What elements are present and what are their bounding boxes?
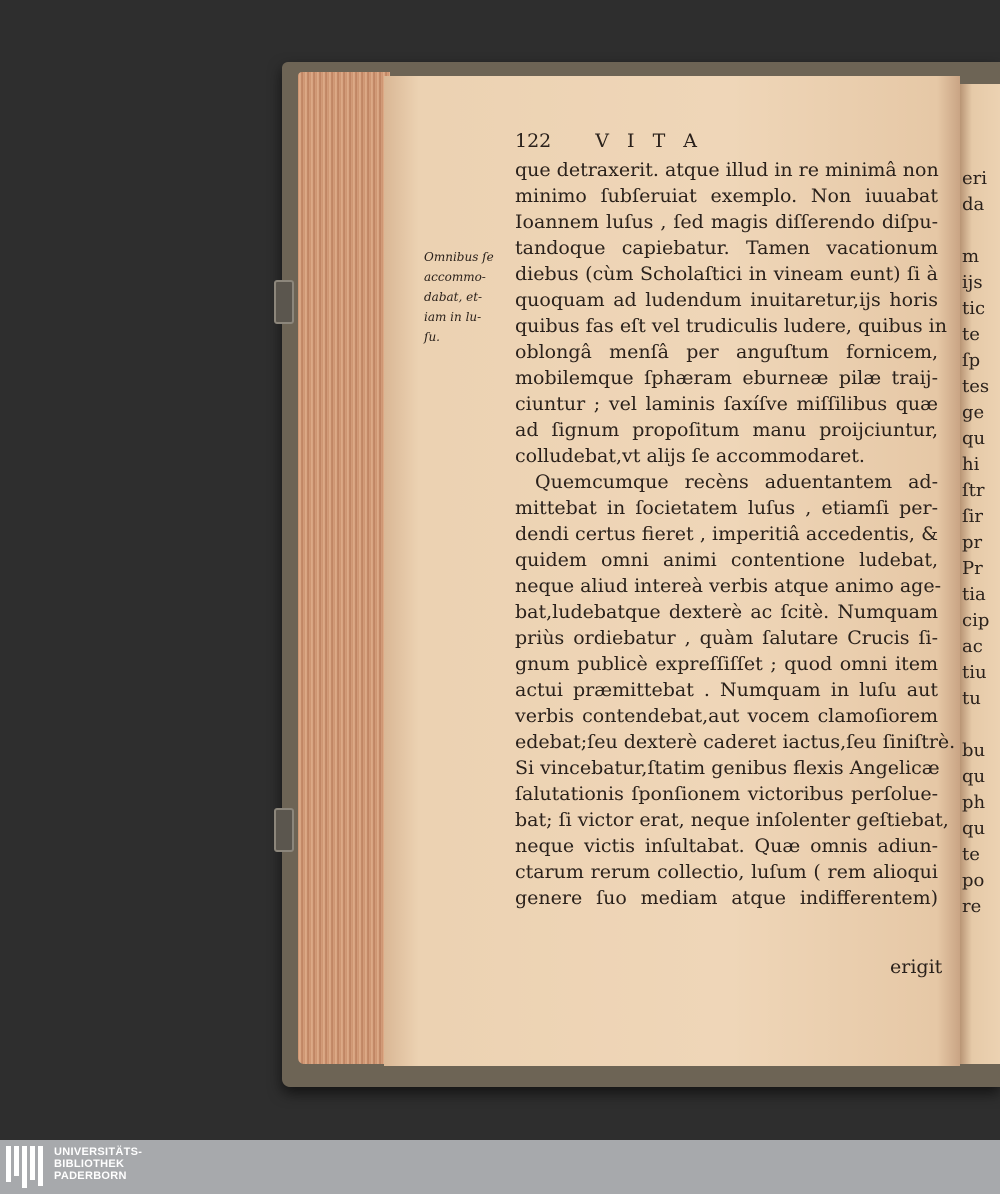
facing-page-line: da — [962, 194, 985, 215]
text-line: colludebat,vt alijs ſe accommodaret. — [515, 445, 865, 467]
facing-page-line: te — [962, 844, 980, 865]
text-line: edebat;ſeu dexterè caderet iactus,ſeu ſiniſtrè. — [515, 731, 956, 753]
text-line: verbis contendebat,aut vocem clamoſiorem — [515, 705, 938, 727]
footer-bar — [0, 1140, 1000, 1194]
facing-page-line: cip — [962, 610, 990, 631]
text-line: tandoque capiebatur. Tamen vacationum — [515, 237, 938, 259]
text-line: priùs ordiebatur , quàm ſalutare Crucis ſi- — [515, 627, 938, 649]
facing-page-line: eri — [962, 168, 988, 189]
logo-bar — [30, 1146, 35, 1180]
marginal-note-line: dabat, et- — [424, 290, 483, 304]
logo-bar — [38, 1146, 43, 1186]
text-line: actui præmittebat . Numquam in luſu aut — [515, 679, 938, 701]
facing-page-line: ac — [962, 636, 983, 657]
logo-bar — [14, 1146, 19, 1176]
facing-page-line: tu — [962, 688, 981, 709]
text-line: oblongâ menſâ per anguſtum fornicem, — [515, 341, 938, 363]
facing-page-line: te — [962, 324, 980, 345]
text-line: ciuntur ; vel laminis ſaxíſve miſſilibus quæ — [515, 393, 938, 415]
marginal-note-line: accommo- — [424, 270, 486, 284]
text-line: genere ſuo mediam atque indifferentem) — [515, 887, 938, 909]
text-line: Ioannem luſus , ſed magis diſſerendo diſpu- — [515, 211, 938, 233]
text-line: Si vincebatur,ſtatim genibus flexis Angelicæ — [515, 757, 940, 779]
text-line: mobilemque ſphæram eburneæ pilæ traij- — [515, 367, 938, 389]
page-number: 122 — [515, 130, 552, 152]
library-logo-text — [54, 1146, 142, 1182]
text-line: que detraxerit. atque illud in re minimâ non — [515, 159, 939, 181]
clasp-bottom — [274, 808, 294, 852]
text-line: quidem omni animi contentione ludebat, — [515, 549, 938, 571]
text-line: quibus fas eſt vel trudiculis ludere, quibus in — [515, 315, 947, 337]
logo-line: PADERBORN — [54, 1170, 127, 1182]
facing-page-line: tia — [962, 584, 986, 605]
catchword: erigit — [890, 956, 943, 978]
facing-page-line: bu — [962, 740, 986, 761]
marginal-note-line: iam in lu- — [424, 310, 482, 324]
facing-page-line: ijs — [962, 272, 983, 293]
facing-page-line: qu — [962, 818, 986, 839]
text-line: bat,ludebatque dexterè ac ſcitè. Numquam — [515, 601, 938, 623]
logo-line: UNIVERSITÄTS- — [54, 1146, 143, 1158]
text-line: neque aliud intereà verbis atque animo age- — [515, 575, 941, 597]
facing-page-line: tic — [962, 298, 986, 319]
facing-page-line: m — [962, 246, 980, 267]
facing-page-line: po — [962, 870, 985, 891]
text-line: gnum publicè expreſſiſſet ; quod omni item — [515, 653, 938, 675]
logo-bar — [6, 1146, 11, 1182]
facing-page-line: pr — [962, 532, 983, 553]
facing-page-line: ſp — [962, 350, 981, 371]
facing-page-line: hi — [962, 454, 980, 475]
facing-page-line: re — [962, 896, 982, 917]
text-line: ctarum rerum collectio, luſum ( rem alioqui — [515, 861, 938, 883]
text-line: bat; ſi victor erat, neque inſolenter geſtiebat, — [515, 809, 949, 831]
text-line: ad ſignum propoſitum manu proijciuntur, — [515, 419, 938, 441]
text-line: ſalutationis ſponſionem victoribus perſolue- — [515, 783, 938, 805]
facing-page-line: Pr — [962, 558, 983, 579]
facing-page-line: ph — [962, 792, 986, 813]
page-edges — [298, 72, 390, 1064]
facing-page-line: tes — [962, 376, 990, 397]
text-line: dendi certus fieret , imperitiâ accedentis, & — [515, 523, 938, 545]
marginal-note-line: Omnibus ſe — [424, 250, 494, 264]
facing-page-line: ſtr — [962, 480, 985, 501]
logo-line: BIBLIOTHEK — [54, 1158, 125, 1170]
text-line: diebus (cùm Scholaſtici in vineam eunt) ſi à — [515, 263, 938, 285]
logo-bar — [22, 1146, 27, 1188]
running-title: V I T A — [595, 130, 704, 152]
facing-page-line: qu — [962, 428, 986, 449]
text-line: minimo ſubſeruiat exemplo. Non iuuabat — [515, 185, 938, 207]
facing-page-line: ge — [962, 402, 985, 423]
text-line: neque victis inſultabat. Quæ omnis adiun- — [515, 835, 938, 857]
text-line: quoquam ad ludendum inuitaretur,ijs horis — [515, 289, 938, 311]
marginal-note-line: ſu. — [424, 330, 440, 344]
facing-page-line: tiu — [962, 662, 987, 683]
facing-page-line: qu — [962, 766, 986, 787]
facing-page-line: ſir — [962, 506, 984, 527]
text-line: mittebat in ſocietatem luſus , etiamſi per- — [515, 497, 938, 519]
clasp-top — [274, 280, 294, 324]
text-line: Quemcumque recèns aduentantem ad- — [535, 471, 938, 493]
library-logo-bars-icon — [6, 1146, 46, 1188]
running-head — [515, 130, 704, 152]
